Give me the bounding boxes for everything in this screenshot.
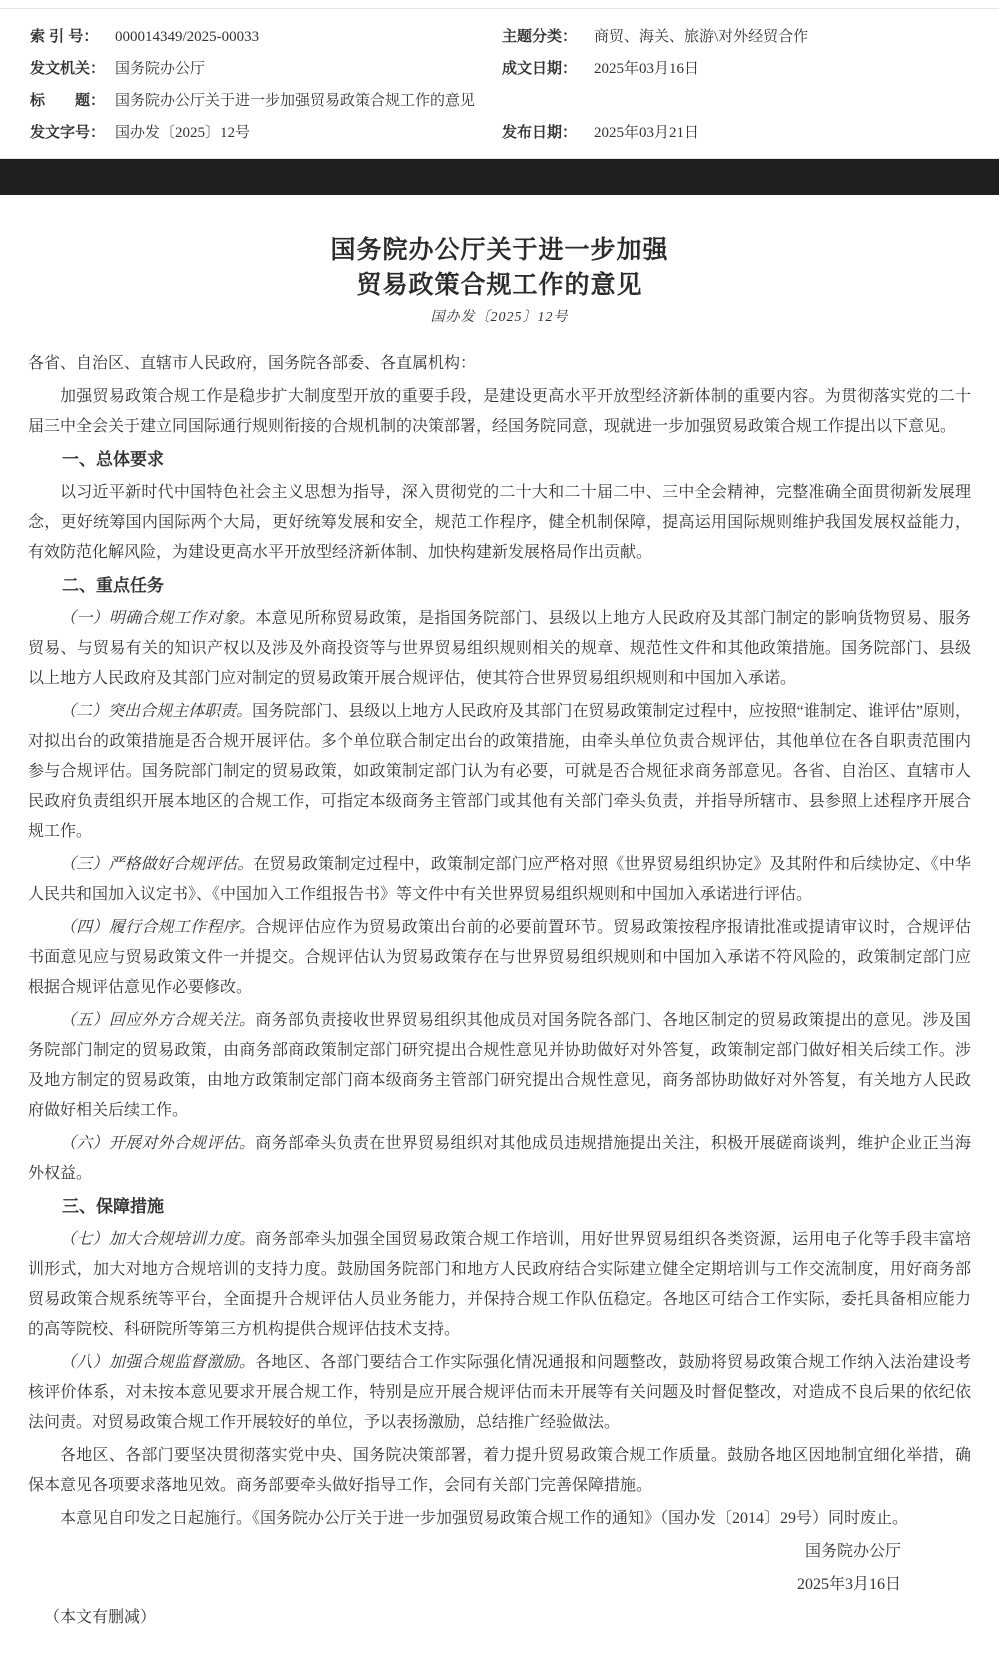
doc-title-value: 国务院办公厅关于进一步加强贸易政策合规工作的意见 (115, 93, 476, 109)
paragraph-text: 商务部牵头加强全国贸易政策合规工作培训，用好世界贸易组织各类资源，运用电子化等手段丰富培训形式，加大对地方合规培训的支持力度。鼓励国务院部门和地方人民政府结合实际建立健全定期培训与工作交流制度，用好商务部贸易政策合规系统等平台，全面提升合规评估人员业务能力，并保持合规工作队伍稳定。各地区可结合工作实际，委托具备相应能力的高等院校、科研院所等第三方机构提供合规评估技术支持。 (28, 1231, 971, 1338)
paragraph-lead: （七）加大合规培训力度。 (60, 1231, 256, 1248)
paragraph-text: 本意见所称贸易政策，是指国务院部门、县级以上地方人民政府及其部门制定的影响货物贸易、服务贸易、与贸易有关的知识产权以及涉及外商投资等与世界贸易组织规则相关的规章、规范性文件和其他政策措施。国务院部门、县级以上地方人民政府及其部门应对制定的贸易政策开展合规评估，使其符合世界贸易组织规则和中国加入承诺。 (28, 610, 971, 687)
paragraph (28, 1225, 971, 1345)
doc-number-label: 发文字号： (30, 124, 106, 141)
meta-row (30, 53, 999, 85)
paragraph: 加强贸易政策合规工作是稳步扩大制度型开放的重要手段，是建设更高水平开放型经济新体制的重要内容。为贯彻落实党的二十届三中全会关于建立同国际通行规则衔接的合规机制的决策部署，经国务院同意，现就进一步加强贸易政策合规工作提出以下意见。 (28, 388, 971, 435)
paragraph-lead: （六）开展对外合规评估。 (60, 1135, 256, 1152)
meta-cell-doc-number (30, 117, 502, 149)
written-date-label: 成文日期： (502, 60, 578, 77)
paragraph-text: 国务院部门、县级以上地方人民政府及其部门在贸易政策制定过程中，应按照“谁制定、谁评估”原则，对拟出台的政策措施是否合规开展评估。多个单位联合制定出台的政策措施，由牵头单位负责合规评估，其他单位在各自职责范围内参与合规评估。国务院部门制定的贸易政策，如政策制定部门认为有必要，可就是否合规征求商务部意见。各省、自治区、直辖市人民政府负责组织开展本地区的合规工作，可指定本级商务主管部门或其他有关部门牵头负责，并指导所辖市、县参照上述程序开展合规工作。 (28, 703, 971, 840)
paragraph (28, 913, 971, 1003)
doc-number-value: 国办发〔2025〕12号 (115, 125, 251, 141)
meta-row (30, 85, 999, 117)
meta-cell-topic-category (502, 21, 999, 53)
paragraph-lead: （四）履行合规工作程序。 (60, 919, 256, 936)
issuing-agency-value: 国务院办公厅 (115, 61, 206, 77)
page-title-line2: 贸易政策合规工作的意见 (356, 272, 643, 299)
document-number: 国办发〔2025〕12号 (430, 310, 569, 325)
signature-date: 2025年3月16日 (796, 1576, 901, 1593)
paragraph-text: 在贸易政策制定过程中，政策制定部门应严格对照《世界贸易组织协定》及其附件和后续协定、《中华人民共和国加入议定书》、《中国加入工作组报告书》等文件中有关世界贸易组织规则和中国加入承诺进行评估。 (28, 856, 971, 903)
meta-cell-title (30, 85, 999, 117)
section-heading: 三、保障措施 (62, 1197, 164, 1216)
paragraph-text: 合规评估应作为贸易政策出台前的必要前置环节。贸易政策按程序报请批准或提请审议时，合规评估书面意见应与贸易政策文件一并提交。合规评估认为贸易政策存在与世界贸易组织规则和中国加入承诺不符风险的，政策制定部门应根据合规评估意见作必要修改。 (28, 919, 971, 996)
note: （本文有删减） (44, 1609, 157, 1626)
meta-cell-issuing-agency (30, 53, 502, 85)
paragraph: 各地区、各部门要坚决贯彻落实党中央、国务院决策部署，着力提升贸易政策合规工作质量。鼓励各地区因地制宜细化举措，确保本意见各项要求落地见效。商务部要牵头做好指导工作，会同有关部门完善保障措施。 (28, 1447, 971, 1494)
meta-cell-written-date (502, 53, 999, 85)
paragraph-text: 商务部负责接收世界贸易组织其他成员对国务院各部门、各地区制定的贸易政策提出的意见。涉及国务院部门制定的贸易政策，由商务部商政策制定部门研究提出合规性意见并协助做好对外答复，政策制定部门做好相关后续工作。涉及地方制定的贸易政策，由地方政策制定部门商本级商务主管部门研究提出合规性意见，商务部协助做好对外答复，有关地方人民政府做好相关后续工作。 (28, 1012, 971, 1119)
paragraph: 本意见自印发之日起施行。《国务院办公厅关于进一步加强贸易政策合规工作的通知》（国办发〔2014〕29号）同时废止。 (60, 1510, 909, 1527)
issuing-agency-label: 发文机关： (30, 60, 106, 77)
section-heading: 二、重点任务 (62, 576, 164, 595)
topic-category-label: 主题分类： (502, 28, 578, 45)
paragraph-lead: （五）回应外方合规关注。 (60, 1012, 256, 1029)
paragraph (28, 1348, 971, 1438)
meta-row (30, 21, 999, 53)
meta-cell-index-number (30, 21, 502, 53)
paragraph: 以习近平新时代中国特色社会主义思想为指导，深入贯彻党的二十大和二十届二中、三中全会精神，完整准确全面贯彻新发展理念，更好统筹国内国际两个大局，更好统筹发展和安全，规范工作程序，健全机制保障，提高运用国际规则维护我国发展权益能力，有效防范化解风险，为建设更高水平开放型经济新体制、加快构建新发展格局作出贡献。 (28, 484, 971, 561)
index-number-label: 索 引 号： (30, 28, 99, 45)
page-title (28, 233, 971, 303)
written-date-value: 2025年03月16日 (594, 61, 700, 77)
meta-cell-publish-date (502, 117, 999, 149)
signature: 国务院办公厅 (804, 1543, 901, 1560)
document-meta-table (0, 9, 999, 158)
paragraph-lead: （三）严格做好合规评估。 (60, 856, 254, 873)
article (0, 233, 999, 1633)
paragraph-lead: （一）明确合规工作对象。 (60, 610, 256, 627)
topic-category-value: 商贸、海关、旅游\对外经贸合作 (594, 29, 809, 45)
paragraph (28, 1006, 971, 1126)
publish-date-value: 2025年03月21日 (594, 125, 700, 141)
paragraph-lead: （八）加强合规监督激励。 (60, 1354, 256, 1371)
paragraph-lead: （二）突出合规主体职责。 (60, 703, 253, 720)
paragraph-text: 商务部牵头负责在世界贸易组织对其他成员违规措施提出关注，积极开展磋商谈判，维护企业正当海外权益。 (28, 1135, 971, 1182)
meta-row (30, 117, 999, 149)
paragraph (28, 604, 971, 694)
page-title-line1: 国务院办公厅关于进一步加强 (330, 237, 669, 264)
paragraph (28, 850, 971, 910)
paragraph (28, 697, 971, 847)
publish-date-label: 发布日期： (502, 124, 578, 141)
section-heading: 一、总体要求 (62, 450, 164, 469)
article-body (28, 349, 971, 1633)
salutation: 各省、自治区、直辖市人民政府，国务院各部委、各直属机构： (28, 355, 477, 372)
paragraph (28, 1129, 971, 1189)
paragraph-text: 各地区、各部门要结合工作实际强化情况通报和问题整改，鼓励将贸易政策合规工作纳入法治建设考核评价体系，对未按本意见要求开展合规工作，特别是应开展合规评估而未开展等有关问题及时督促整改，对造成不良后果的依纪依法问责。对贸易政策合规工作开展较好的单位，予以表扬激励，总结推广经验做法。 (28, 1354, 971, 1431)
index-number-value: 000014349/2025-00033 (115, 29, 260, 45)
separator-band (0, 159, 999, 195)
doc-title-label: 标 题： (30, 92, 106, 109)
